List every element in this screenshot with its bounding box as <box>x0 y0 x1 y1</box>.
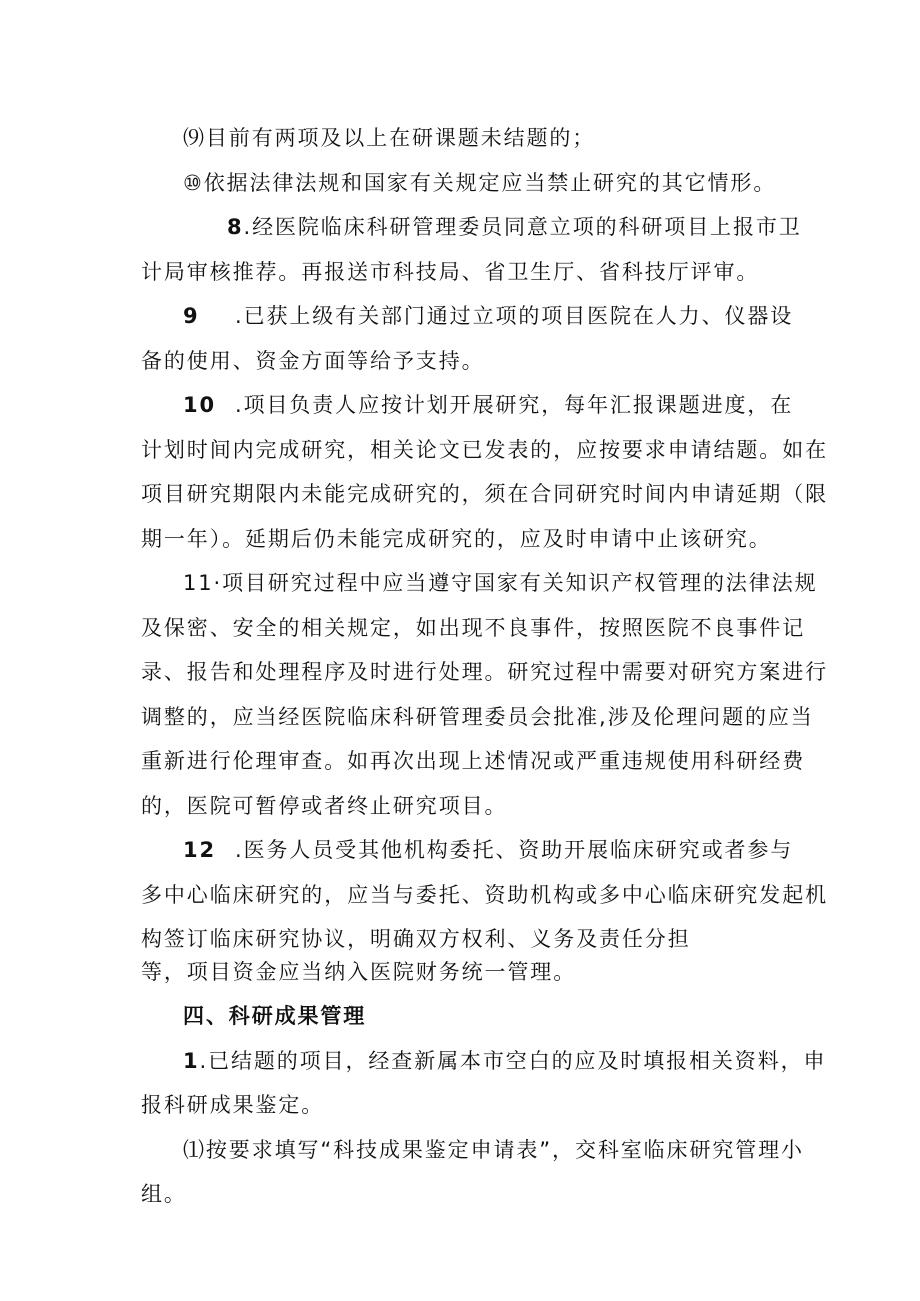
paragraph-number: 12 <box>183 838 217 862</box>
paragraph-12 <box>141 828 828 994</box>
paragraph-10 <box>141 383 828 561</box>
paragraph-line <box>141 828 794 873</box>
paragraph-line: 调整的，应当经医院临床科研管理委员会批准,涉及伦理问题的应当 <box>141 704 814 729</box>
paragraph-line: 多中心临床研究的，应当与委托、资助机构或多中心临床研究发起机 <box>141 882 828 907</box>
item-text: ⑼目前有两项及以上在研课题未结题的； <box>183 126 596 150</box>
paragraph-number: 8 <box>227 215 244 239</box>
paragraph-line: 备的使用、资金方面等给予支持。 <box>141 348 485 373</box>
paragraph-text: .经医院临床科研管理委员同意立项的科研项目上报市卫 <box>243 215 802 239</box>
list-item-10 <box>141 161 781 206</box>
paragraph-line: 期一年）。延期后仍未能完成研究的，应及时申请中止该研究。 <box>141 526 772 551</box>
document-body <box>141 116 828 1217</box>
paragraph-line: 计局审核推荐。再报送市科技局、省卫生厅、省科技厅评审。 <box>141 259 760 284</box>
paragraph-line: 录、报告和处理程序及时进行处理。研究过程中需要对研究方案进行 <box>141 660 828 684</box>
paragraph-text: .已结题的项目，经查新属本市空白的应及时填报相关资料，申 <box>199 1048 827 1073</box>
paragraph-8 <box>141 205 802 294</box>
section-heading <box>141 994 781 1039</box>
paragraph-line: 计划时间内完成研究，相关论文已发表的，应按要求申请结题。如在 <box>141 437 828 462</box>
paragraph-line: 报科研成果鉴定。 <box>141 1093 325 1117</box>
paragraph-number: 10 <box>183 393 217 417</box>
paragraph-line: 重新进行伦理审查。如再次出现上述情况或严重违规使用科研经费 <box>141 749 806 773</box>
paragraph-line: 等，项目资金应当纳入医院财务统一管理。 <box>141 959 577 984</box>
paragraph-line <box>141 1039 827 1084</box>
paragraph-line <box>141 294 794 339</box>
paragraph-line: 11·项目研究过程中应当遵守国家有关知识产权管理的法律法规 <box>183 571 818 595</box>
paragraph-number: 9 <box>183 304 200 328</box>
item-text: ⑩依据法律法规和国家有关规定应当禁止研究的其它情形。 <box>183 170 777 195</box>
paragraph-line: ⑴按要求填写“科技成果鉴定申请表”，交科室临床研究管理小 <box>183 1137 804 1162</box>
paragraph-9 <box>141 294 794 383</box>
paragraph-line: 构签订临床研究协议，明确双方权利、义务及责任分担 <box>141 927 691 951</box>
paragraph-line <box>141 205 802 250</box>
paragraph-line: 的，医院可暂停或者终止研究项目。 <box>141 793 508 818</box>
section4-paragraph-1 <box>141 1039 827 1128</box>
section4-subitem-1 <box>141 1128 804 1217</box>
section-title: 四、科研成果管理 <box>183 1004 367 1028</box>
paragraph-text: .项目负责人应按计划开展研究，每年汇报课题进度，在 <box>235 393 794 417</box>
paragraph-line: 组。 <box>141 1182 187 1206</box>
paragraph-number: 1 <box>183 1048 200 1073</box>
paragraph-text: .已获上级有关部门通过立项的项目医院在人力、仪器设 <box>235 304 794 328</box>
paragraph-line: 及保密、安全的相关规定，如出现不良事件，按照医院不良事件记 <box>141 615 806 640</box>
paragraph-line <box>141 383 794 428</box>
paragraph-text: .医务人员受其他机构委托、资助开展临床研究或者参与 <box>235 838 794 862</box>
list-item-9 <box>141 116 781 161</box>
paragraph-11 <box>141 561 828 828</box>
paragraph-line: 项目研究期限内未能完成研究的，须在合同研究时间内申请延期（限 <box>141 482 828 506</box>
